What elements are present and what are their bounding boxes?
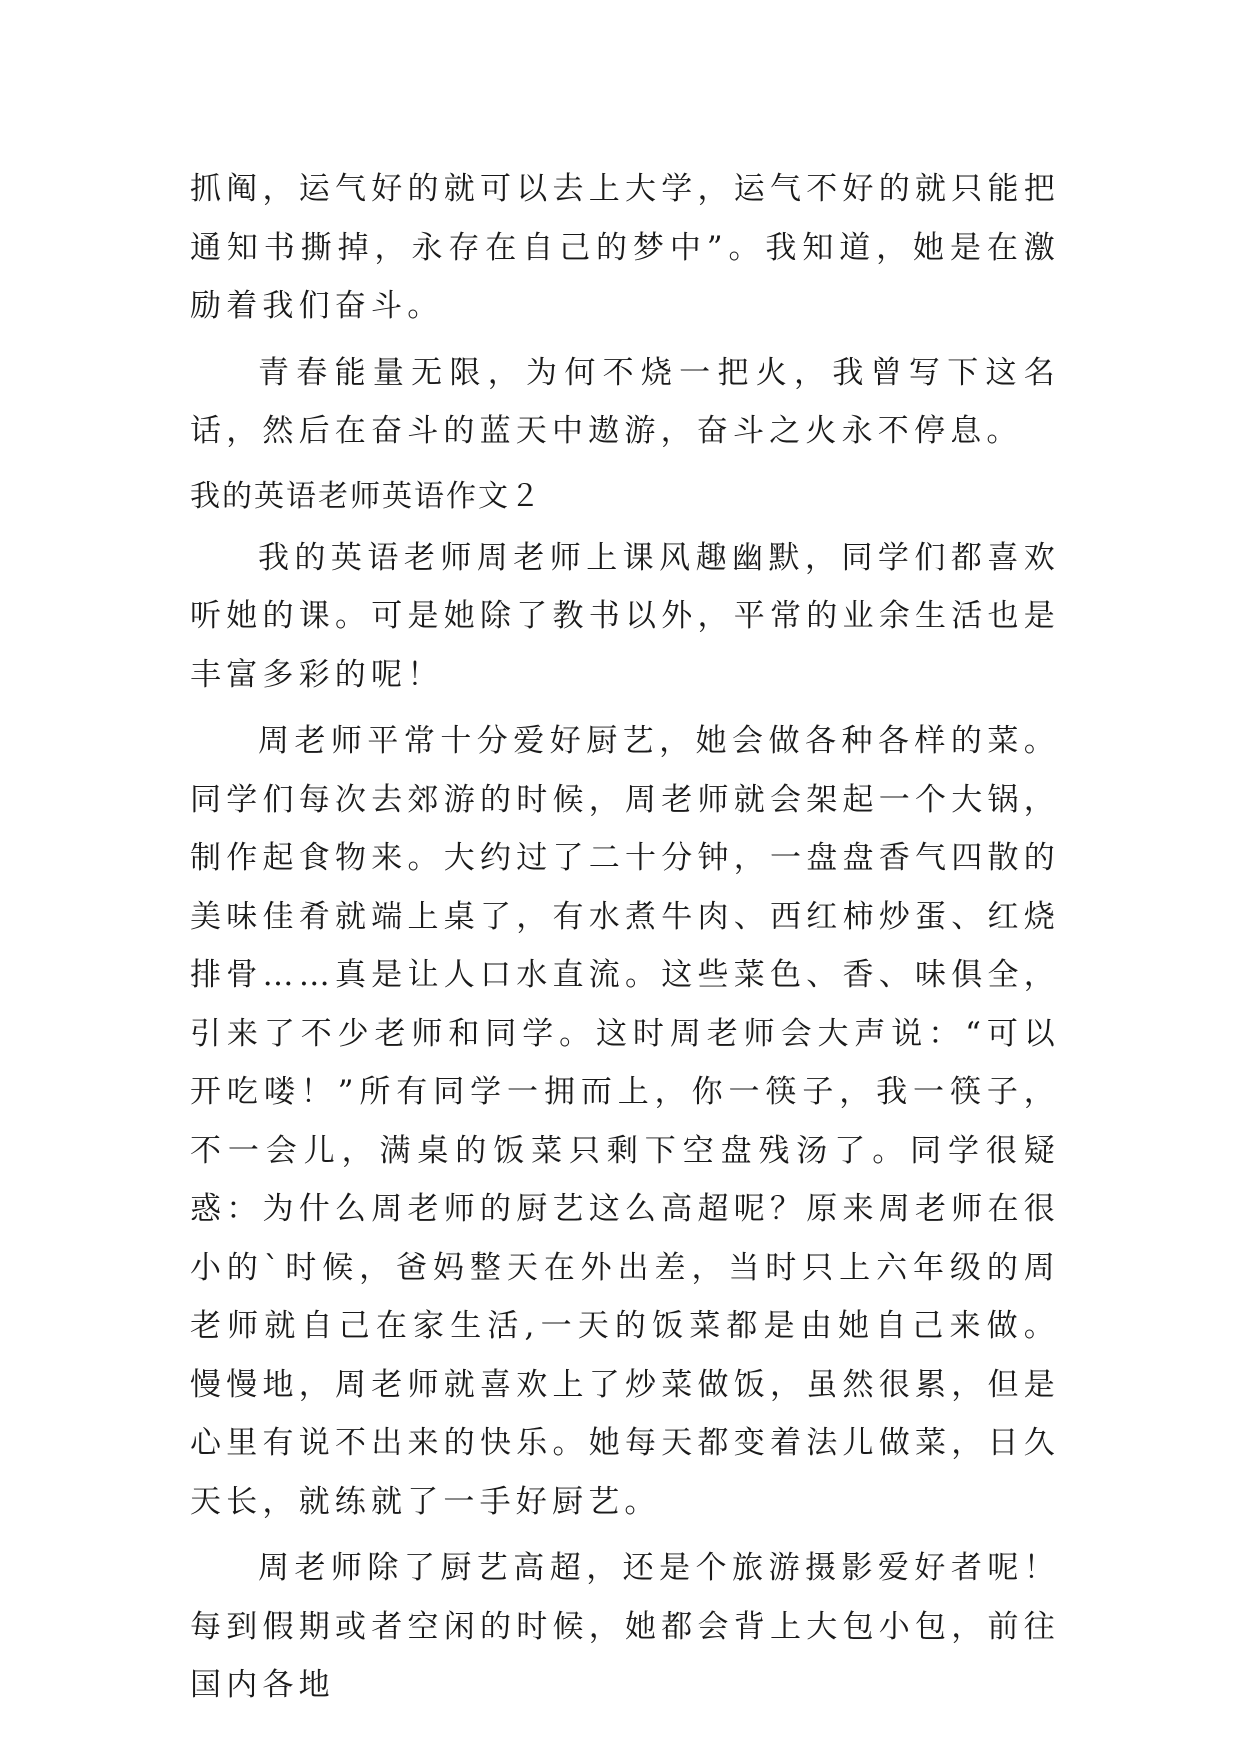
paragraph: 抓阄，运气好的就可以去上大学，运气不好的就只能把通知书撕掉，永存在自己的梦中”。我知道，她是在激励着我们奋斗。 [190,171,1060,324]
paragraph: 青春能量无限，为何不烧一把火，我曾写下这名话，然后在奋斗的蓝天中遨游，奋斗之火永不停息。 [190,354,1060,449]
paragraph: 周老师除了厨艺高超，还是个旅游摄影爱好者呢！每到假期或者空闲的时候，她都会背上大包小包，前往国内各地 [190,1550,1060,1703]
paragraph: 我的英语老师周老师上课风趣幽默，同学们都喜欢听她的课。可是她除了教书以外，平常的业余生活也是丰富多彩的呢！ [190,539,1060,693]
paragraph: 周老师平常十分爱好厨艺，她会做各种各样的菜。同学们每次去郊游的时候，周老师就会架起一个大锅，制作起食物来。大约过了二十分钟，一盘盘香气四散的美味佳肴就端上桌了，有水煮牛肉、西红柿炒蛋、红烧排骨……真是让人口水直流。这些菜色、香、味俱全，引来了不少老师和同学。这时周老师会大声说：“可以开吃喽！”所有同学一拥而上，你一筷子，我一筷子，不一会儿，满桌的饭菜只剩下空盘残汤了。同学很疑惑：为什么周老师的厨艺这么高超呢？原来周老师在很小的`时候，爸妈整天在外出差，当时只上六年级的周老师就自己在家生活,一天的饭菜都是由她自己来做。慢慢地，周老师就喜欢上了炒菜做饭，虽然很累，但是心里有说不出来的快乐。她每天都变着法儿做菜，日久天长，就练就了一手好厨艺。 [190,723,1060,1520]
document-page [190,160,1060,1703]
section-title: 我的英语老师英语作文２ [190,478,542,514]
